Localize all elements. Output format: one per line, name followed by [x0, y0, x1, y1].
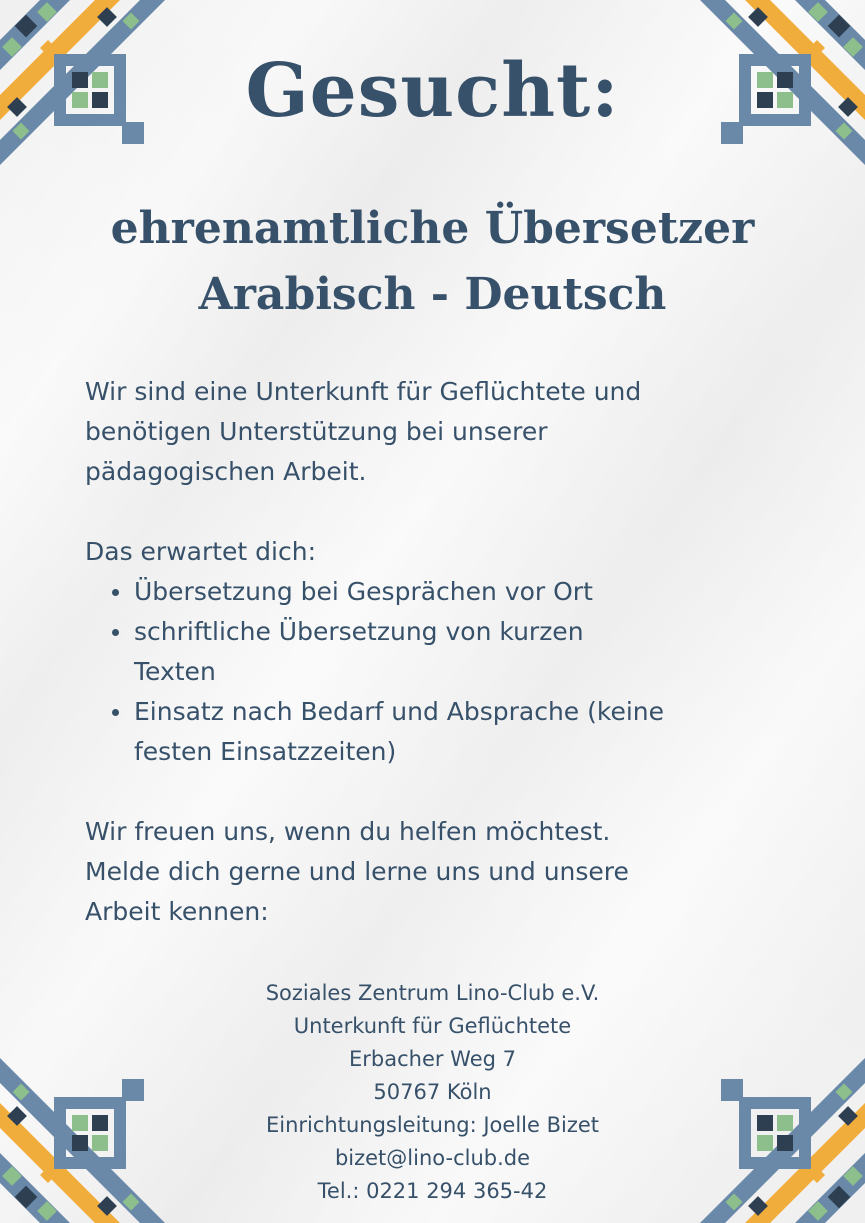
contact-manager: Einrichtungsleitung: Joelle Bizet	[265, 1113, 600, 1137]
list-item	[108, 692, 785, 772]
closing-line: Arbeit kennen:	[85, 897, 269, 926]
closing-paragraph	[85, 812, 785, 932]
contact-city: 50767 Köln	[373, 1080, 492, 1104]
closing-line: Wir freuen uns, wenn du helfen möchtest.	[85, 817, 611, 846]
bullet-icon	[112, 629, 119, 636]
intro-line: benötigen Unterstützung bei unserer	[85, 417, 548, 446]
subtitle-line: ehrenamtliche Übersetzer	[110, 203, 755, 254]
body-text	[85, 372, 785, 932]
spacer	[85, 492, 785, 532]
list-item	[108, 572, 785, 612]
intro-paragraph	[85, 372, 785, 492]
list-item-line: festen Einsatzzeiten)	[134, 737, 397, 766]
contact-phone[interactable]: Tel.: 0221 294 365-42	[317, 1179, 548, 1203]
list-item-line: schriftliche Übersetzung von kurzen	[134, 617, 584, 646]
bullet-icon	[112, 589, 119, 596]
contact-organization: Soziales Zentrum Lino-Club e.V.	[265, 981, 600, 1005]
bullet-icon	[112, 709, 119, 716]
contact-block	[0, 977, 865, 1208]
expect-list	[85, 572, 785, 772]
intro-line: Wir sind eine Unterkunft für Geflüchtete und	[85, 377, 642, 406]
closing-line: Melde dich gerne und lerne uns und unsere	[85, 857, 629, 886]
contact-street: Erbacher Weg 7	[348, 1047, 516, 1071]
spacer	[85, 772, 785, 812]
intro-line: pädagogischen Arbeit.	[85, 457, 367, 486]
subtitle	[0, 196, 865, 328]
contact-facility: Unterkunft für Geflüchtete	[293, 1014, 572, 1038]
list-item-line: Einsatz nach Bedarf und Absprache (keine	[134, 697, 665, 726]
list-item-line: Übersetzung bei Gesprächen vor Ort	[134, 577, 593, 606]
expect-heading: Das erwartet dich:	[85, 537, 317, 566]
list-item-line: Texten	[134, 657, 216, 686]
subtitle-line: Arabisch - Deutsch	[198, 269, 667, 320]
list-item	[108, 612, 785, 692]
contact-email[interactable]: bizet@lino-club.de	[334, 1146, 531, 1170]
page-title: Gesucht:	[245, 48, 620, 134]
